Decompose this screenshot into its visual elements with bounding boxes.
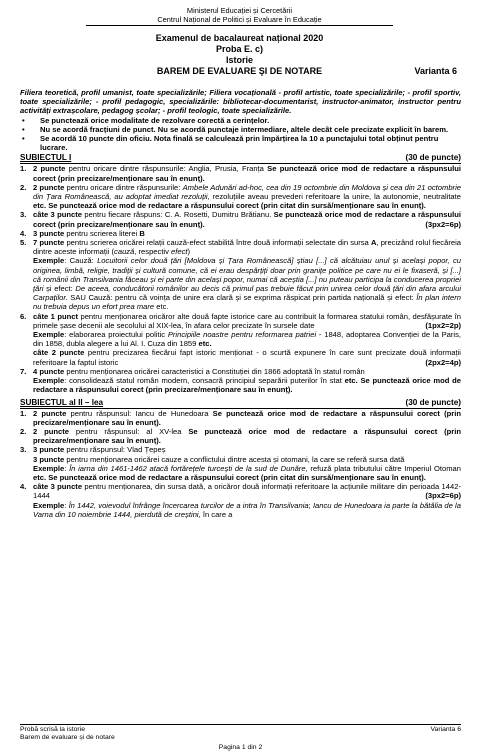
item-1-3: 3. câte 3 puncte pentru fiecare răspuns: C. A. Rosetti, Dumitru Brătianu. Se punctează orice mod de redactare a răspunsului corect (prin precizare/menționare sau în enunț). (3px2=6p)	[20, 210, 461, 229]
item-1-6: 6. câte 1 punct pentru menționarea oricăror alte două fapte istorice care au contribuit la formarea statului român, desfășurate în primele șase decenii ale secolului al XIX-lea, în afara celor precizate în sursele date (1px2=2p) Exemple: elaborarea proiectului politic Principiile noastre pentru reformarea patriei - 1848, adoptarea Convenției de la Paris, din 1858, dubla alegere a lui Al. I. Cuza din 1859 etc. câte 2 puncte pentru precizarea fiecărui fapt istoric menționat - o scurtă expunere în care sunt precizate două informații referitoare la faptul istoric (2px2=4p)	[20, 311, 461, 367]
points-badge: (2px2=4p)	[425, 357, 461, 367]
footer-exam: Probă scrisă la istorie	[20, 726, 85, 733]
page-number: Pagina 1 din 2	[218, 743, 263, 751]
rules-list	[20, 116, 461, 153]
ministry-header	[0, 6, 479, 24]
item-2-3: 3. 3 puncte pentru răspunsul: Vlad Țepeș 3 puncte pentru menționarea oricărei cauze a conflictului dintre acesta și otomani, la care se referă sursa dată Exemple: În iarna din 1461-1462 atacă fortărețele turcești de la sud de Dunăre, refuză plata tributului către Imperiul Otoman etc. Se punctează orice mod de redactare a răspunsului corect (prin citat din sursă/menționare sau în enunț).	[20, 445, 461, 482]
example-block: Exemple: În 1442, voievodul înfrânge încercarea turcilor de a intra în Transilvania; Iancu de Hunedoara ia parte la bătălia de la Varna din 10 noiembrie 1444, pierdută de creștini, în care a	[33, 500, 461, 519]
example-block: Exemple: consolidează statul român modern, consacră principiul separării puterilor în stat etc. Se punctează orice mod de redactare a răspunsului corect (prin precizare/menționare sau în enunț).	[33, 376, 461, 395]
section-2-header	[20, 398, 461, 409]
item-2-2: 2. 2 puncte pentru răspunsul: al XV-lea Se punctează orice mod de redactare a răspunsului corect (prin precizare/menționare sau în enunț).	[20, 426, 461, 446]
item-2-4: 4. câte 3 puncte pentru menționarea, din sursa dată, a oricăror două informații referitoare la acțiunile militare din perioada 1442-1444 (3px2=6p) Exemple: În 1442, voievodul înfrânge încercarea turcilor de a intra în Transilvania; Iancu de Hunedoara ia parte la bătălia de la Varna din 10 noiembrie 1444, pierdută de creștini, în care a	[20, 482, 461, 519]
points-badge: (1px2=2p)	[425, 320, 461, 330]
example-block: Exemple: În iarna din 1461-1462 atacă fortărețele turcești de la sud de Dunăre, refuză plata tributului către Imperiul Otoman etc. Se punctează orice mod de redactare a răspunsului corect (prin citat din sursă/menționare sau în enunț).	[33, 463, 461, 482]
title-block	[0, 33, 479, 77]
rule-item: • Se acordă 10 puncte din oficiu. Nota finală se calculează prin împărțirea la 10 a punctajului total obținut pentru lucrare.	[20, 134, 461, 152]
item-1-1: 1. 2 puncte pentru oricare dintre răspunsurile: Anglia, Prusia, Franța Se punctează orice mod de redactare a răspunsului corect (prin precizare/menționare sau în enunț).	[20, 164, 461, 183]
section-2-points: (30 de puncte)	[405, 397, 461, 407]
page-footer	[20, 724, 461, 752]
document-body	[20, 88, 461, 519]
item-1-7: 7. 4 puncte pentru menționarea oricărei caracteristici a Constituției din 1866 adoptată în statul român Exemple: consolidează statul român modern, consacră principiul separării puterilor în stat etc. Se punctează orice mod de redactare a răspunsului corect (prin precizare/menționare sau în enunț).	[20, 366, 461, 395]
sub-criterion: 3 puncte pentru menționarea oricărei cauze a conflictului dintre acesta și otomani, la care se referă sursa dată	[33, 454, 405, 464]
intro-paragraph: Filiera teoretică, profil umanist, toate specializările; Filiera vocațională - profil artistic, toate specializările; - profil sportiv, toate specializările; - profil pedagogic, specializările: bibliotecar-documentarist, instructor-animator, instructor pentru activități extrașcolare, pedagog școlar; - profil teologic, toate specializările.	[20, 88, 461, 116]
footer-barem: Barem de evaluare și de notare	[20, 734, 115, 742]
example-block: Exemple: Cauză: Locuitorii celor două țări [Moldova și Țara Românească] știau [...] că alcătuiau unul și același popor, cu originea, limbă, religie, tradiții și cultură comune, că ei erau despărțiți doar prin granițe politice pe care nu ei le fixaseră, și [...] că românii din Transilvania făceau și ei parte din același popor, numai că aceștia [...] nu puteau participa la conducerea propriei țări și efect: De aceea, conducătorii românilor au decis că primul pas trebuie făcut prin unirea celor două țări din afara arcului Carpaților. SAU Cauză: pentru că voința de unire era clară și se exprima răspicat prin partida națională și efect: În plan intern nu trebuia depus un efort prea mare etc.	[33, 256, 462, 312]
rule-item: • Se punctează orice modalitate de rezolvare corectă a cerințelor.	[20, 116, 461, 125]
section-1-header	[20, 153, 461, 164]
subject-title: Istorie	[225, 55, 253, 65]
footer-variant: Varianta 6	[430, 726, 461, 733]
sub-criterion: câte 2 puncte pentru precizarea fiecărui fapt istoric menționat - o scurtă expunere în care sunt precizate două informații referitoare la faptul istoric (2px2=4p)	[33, 348, 461, 367]
rule-item: • Nu se acordă fracțiuni de punct. Nu se acordă punctaje intermediare, altele decât cele precizate explicit în barem.	[20, 125, 461, 134]
points-badge: (3px2=6p)	[425, 491, 461, 501]
exam-title: Examenul de bacalaureat național 2020	[155, 33, 324, 43]
variant-label: Varianta 6	[414, 66, 457, 76]
ministry-name: Ministerul Educației și Cercetării	[186, 6, 293, 15]
section-2-title: SUBIECTUL al II – lea	[20, 397, 104, 407]
item-1-5: 5. 7 puncte pentru scrierea oricărei relații cauză-efect stabilită între două informații selectate din sursa A, precizând rolul fiecăreia dintre aceste informații (cauză, respectiv efect) Exemple: Cauză: Locuitorii celor două țări [Moldova și Țara Românească] știau [...] că alcătuiau unul și același popor, cu originea, limbă, religie, tradiții și cultură comune, că ei erau despărțiți doar prin granițe politice pe care nu ei le fixaseră, și [...] că românii din Transilvania făceau și ei parte din același popor, numai că aceștia [...] nu puteau participa la conducerea propriei țări și efect: De aceea, conducătorii românilor au decis că primul pas trebuie făcut prin unirea celor două țări din afara arcului Carpaților. SAU Cauză: pentru că voința de unire era clară și se exprima răspicat prin partida națională și efect: În plan intern nu trebuia depus un efort prea mare etc.	[20, 238, 462, 312]
points-badge: (3px2=6p)	[425, 219, 461, 229]
item-1-2: 2. 2 puncte pentru oricare dintre răspunsurile: Ambele Adunări ad-hoc, cea din 19 octombrie din Moldova și cea din 21 octombrie din Țara Românească, au adoptat imediat rezoluții, rezoluțiile aveau prevederi referitoare la unire, la autonomie, neutralitate etc. Se punctează orice mod de redactare a răspunsului corect (prin citat din sursă/menționare sau în enunț).	[20, 182, 461, 211]
item-2-1: 1. 2 puncte pentru răspunsul: Iancu de Hunedoara Se punctează orice mod de redactare a răspunsului corect (prin precizare/menționare sau în enunț).	[20, 408, 461, 427]
barem-title: BAREM DE EVALUARE ŞI DE NOTARE	[156, 66, 323, 76]
section-1-title: SUBIECTUL I	[20, 153, 72, 163]
section-1-points: (30 de puncte)	[405, 153, 461, 163]
center-name: Centrul Național de Politici și Evaluare în Educație	[157, 15, 322, 24]
proba-title: Proba E. c)	[215, 44, 263, 54]
item-1-4: 4. 3 puncte pentru scrierea literei B	[20, 228, 145, 238]
example-block: Exemple: elaborarea proiectului politic Principiile noastre pentru reformarea patriei - 1848, adoptarea Convenției de la Paris, din 1858, dubla alegere a lui Al. I. Cuza din 1859 etc.	[33, 330, 461, 349]
header-rule	[86, 25, 393, 26]
